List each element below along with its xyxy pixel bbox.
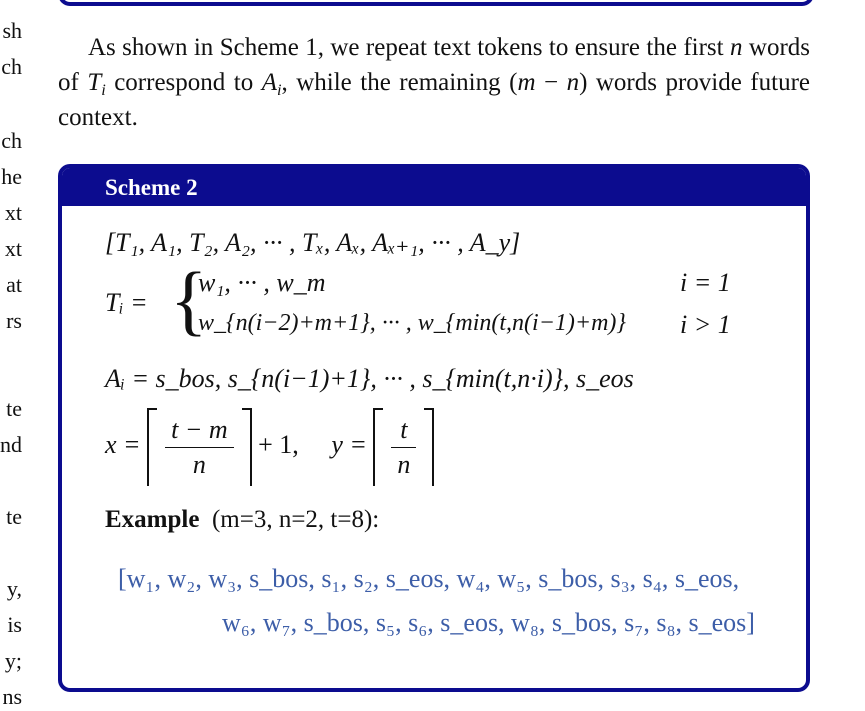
left-fragment: y; [4, 648, 22, 673]
example-line-2: w₆, w₇, s_bos, s₅, s₆, s_eos, w₈, s_bos, s₇, s₈, s_eos] [222, 608, 755, 637]
ti-condition-1: i = 1 [680, 268, 731, 297]
x-lhs: x = [105, 429, 141, 459]
example-heading [105, 506, 379, 534]
math-var: n [566, 69, 580, 96]
math-var: m [517, 69, 536, 96]
xy-formula [105, 408, 434, 486]
para-text: − [535, 69, 567, 96]
previous-scheme-box-edge [58, 0, 814, 6]
x-denominator: n [192, 449, 206, 479]
left-fragment: nd [0, 432, 22, 457]
sequence-formula: [T₁, A₁, T₂, A₂, ··· , Tₓ, Aₓ, Aₓ₊₁, ··· , A_y] [105, 228, 521, 257]
left-fragment: te [6, 504, 22, 529]
math-var: A [261, 69, 277, 96]
para-text: , while the remaining ( [281, 69, 518, 96]
math-sub: i [276, 80, 282, 99]
left-fragment: ns [2, 684, 22, 709]
left-fragment: ch [1, 128, 22, 153]
left-fragment: xt [4, 200, 22, 225]
left-fragment: is [7, 612, 22, 637]
left-column-fragments [0, 0, 22, 711]
para-text: ) words provide future context. [58, 69, 810, 131]
para-text: correspond to [105, 69, 262, 96]
ceil-right [424, 408, 434, 486]
ceil-left [373, 408, 383, 486]
y-lhs: y = [331, 429, 367, 459]
ceil-right [242, 408, 252, 486]
ti-condition-2: i > 1 [680, 310, 731, 339]
left-fragment: at [6, 272, 22, 297]
x-tail: + 1, [258, 429, 299, 459]
y-denominator: n [397, 449, 411, 479]
left-fragment: y, [6, 576, 22, 601]
ai-formula: Aᵢ = s_bos, s_{n(i−1)+1}, ··· , s_{min(t,n·i)}, s_eos [105, 364, 634, 393]
x-fraction [165, 413, 234, 482]
y-fraction [391, 413, 416, 482]
left-fragment: he [1, 164, 22, 189]
math-var: n [730, 34, 743, 61]
left-fragment: ch [1, 54, 22, 79]
body-paragraph [58, 30, 810, 135]
para-text: As shown in Scheme 1, we repeat text tokens to ensure the first [88, 34, 730, 61]
example-line-1: [w₁, w₂, w₃, s_bos, s₁, s₂, s_eos, w₄, w₅, s_bos, s₃, s₄, s_eos, [118, 564, 740, 593]
left-fragment: xt [4, 236, 22, 261]
ceil-left [147, 408, 157, 486]
example-label: Example [105, 506, 200, 533]
x-numerator: t − m [165, 413, 234, 448]
math-sub: i [101, 80, 106, 99]
math-var: T [87, 69, 102, 96]
ti-case-2: w_{n(i−2)+m+1}, ··· , w_{min(t,n(i−1)+m)} [198, 310, 627, 336]
y-numerator: t [391, 413, 416, 448]
cases-brace: { [170, 256, 208, 343]
scheme-2-box [58, 164, 810, 692]
ti-case-1: w₁, ··· , w_m [198, 268, 326, 297]
example-params: (m=3, n=2, t=8): [211, 506, 380, 533]
left-fragment: rs [6, 308, 22, 333]
ti-lhs: Tᵢ = [105, 288, 148, 317]
scheme-title: Scheme 2 [62, 168, 806, 206]
left-fragment: te [6, 396, 22, 421]
para-text: words of [58, 34, 811, 96]
left-fragment: sh [2, 18, 22, 43]
